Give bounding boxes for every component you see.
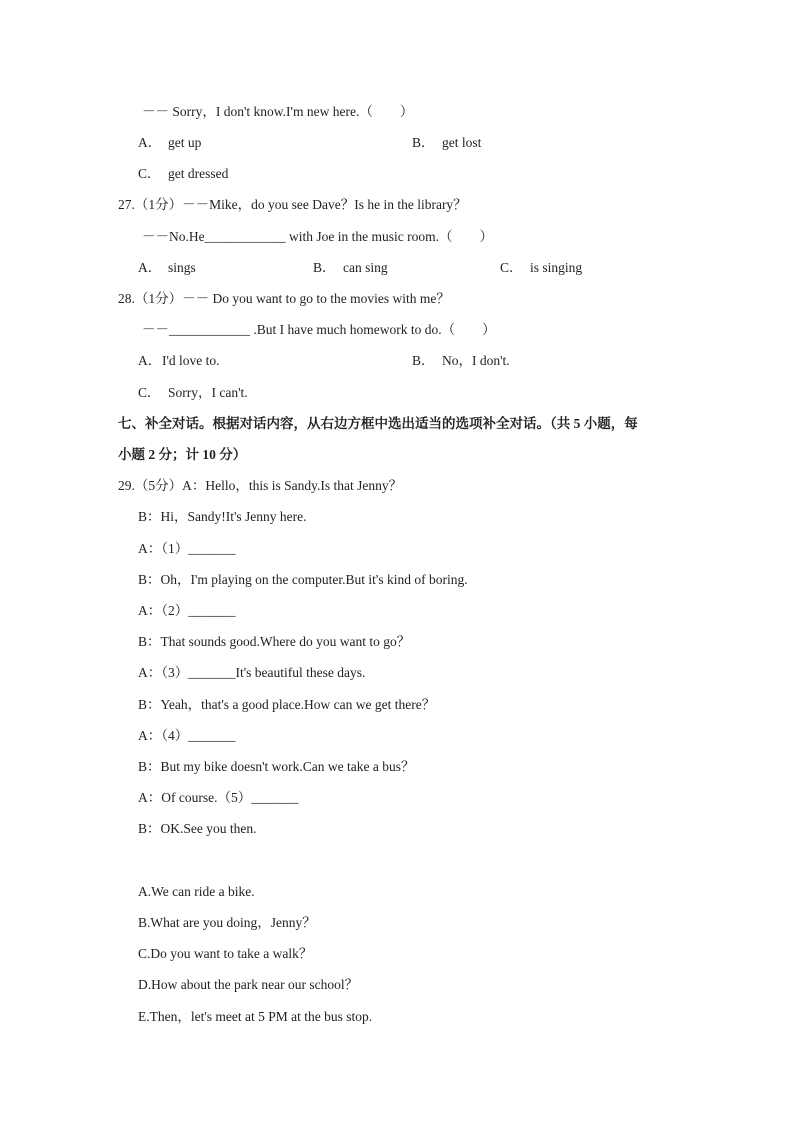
option-text: get dressed [168,166,229,181]
q26-reply: －－ Sorry，I don't know.I'm new here.（ ） [142,104,414,119]
option-text: I'd love to. [162,353,220,368]
q27-reply: －－No.He____________ with Joe in the music room.（ ） [142,229,493,244]
option-label: B． [412,353,435,368]
dialogue-line: B：OK.See you then. [138,821,257,836]
option-label: A． [138,260,162,275]
choice-item: E.Then，let's meet at 5 PM at the bus stop. [138,1009,373,1024]
dialogue-line: A：（2）_______ [138,603,236,618]
dialogue-line: A：（3）_______It's beautiful these days. [138,665,366,680]
q28-option-c [138,384,248,402]
q27-stem: 27.（1分）－－Mike，do you see Dave？Is he in the library？ [118,197,467,212]
option-label: A． [138,135,162,150]
q28-option-a [138,352,220,370]
option-label: C． [138,385,161,400]
q26-option-c [138,165,228,183]
dialogue-line: B：Hi，Sandy!It's Jenny here. [138,509,307,524]
dialogue-line: A：Of course.（5）_______ [138,790,299,805]
choice-item: C.Do you want to take a walk？ [138,946,313,961]
dialogue-line: A：（4）_______ [138,728,236,743]
dialogue-line: B：That sounds good.Where do you want to go？ [138,634,411,649]
option-label: A． [138,353,162,368]
option-text: Sorry，I can't. [168,385,248,400]
dialogue-line: B：Oh，I'm playing on the computer.But it's kind of boring. [138,572,468,587]
choice-item: B.What are you doing，Jenny？ [138,915,316,930]
q29-stem: 29.（5分）A：Hello，this is Sandy.Is that Jenny？ [118,478,403,493]
choice-item: A.We can ride a bike. [138,884,255,899]
q27-option-c [500,259,582,277]
option-text: can sing [343,260,388,275]
q28-reply: －－____________ .But I have much homework to do.（ ） [142,322,496,337]
dialogue-line: B：Yeah，that's a good place.How can we get there？ [138,697,436,712]
option-label: C． [138,166,161,181]
q28-stem: 28.（1分）－－ Do you want to go to the movies with me？ [118,291,450,306]
option-text: No，I don't. [442,353,510,368]
option-text: is singing [530,260,583,275]
q27-option-b [313,259,388,277]
dialogue-line: B：But my bike doesn't work.Can we take a bus？ [138,759,415,774]
dialogue-line: A：（1）_______ [138,541,236,556]
section-heading-line2: 小题 2 分；计 10 分） [118,447,247,462]
q26-option-b [412,134,481,152]
choice-item: D.How about the park near our school？ [138,977,359,992]
option-text: get lost [442,135,482,150]
option-text: sings [168,260,196,275]
q26-option-a [138,134,201,152]
q27-option-a [138,259,196,277]
option-label: B． [313,260,336,275]
option-label: C． [500,260,523,275]
option-text: get up [168,135,202,150]
q28-option-b [412,352,510,370]
section-heading-line1: 七、补全对话。根据对话内容，从右边方框中选出适当的选项补全对话。（共 5 小题，每 [118,416,638,431]
option-label: B． [412,135,435,150]
